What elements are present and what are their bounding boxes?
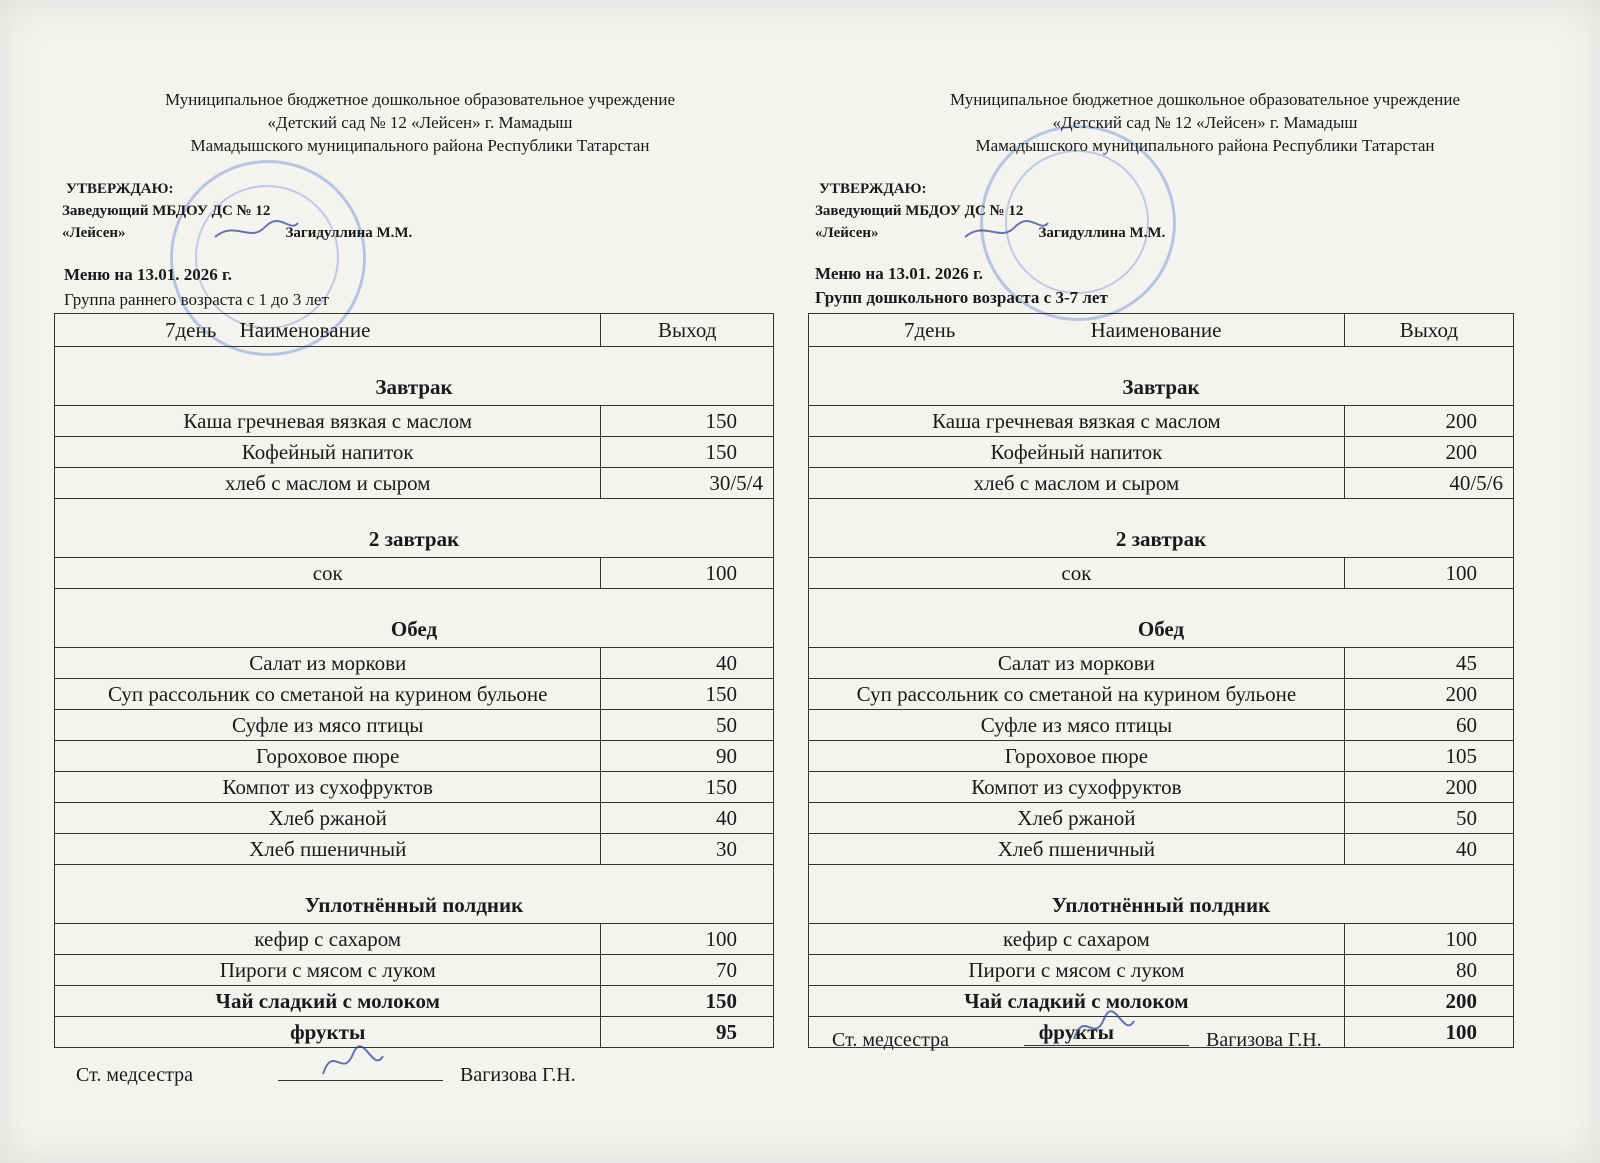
table-header-row <box>55 314 774 347</box>
table-row <box>809 741 1514 772</box>
menu-date: Меню на 13.01. 2026 г. <box>815 264 983 283</box>
dish-output: 40 <box>601 648 774 679</box>
dish-output: 100 <box>1344 1017 1513 1048</box>
table-header-row <box>809 314 1514 347</box>
dish-name: Кофейный напиток <box>55 437 601 468</box>
dish-output: 80 <box>1344 955 1513 986</box>
table-row <box>55 772 774 803</box>
table-row <box>55 741 774 772</box>
nurse-signature-line <box>76 1062 576 1087</box>
signature-line <box>1024 1027 1189 1046</box>
dish-output: 200 <box>1344 986 1513 1017</box>
director-signature <box>960 215 1050 245</box>
table-row <box>809 803 1514 834</box>
col-name-label: Наименование <box>239 318 371 342</box>
dish-output: 30 <box>601 834 774 865</box>
table-row <box>55 834 774 865</box>
dish-name: сок <box>809 558 1345 589</box>
dish-output: 100 <box>601 924 774 955</box>
col-day-label: 7день <box>904 318 956 342</box>
dish-name: Хлеб пшеничный <box>809 834 1345 865</box>
dish-output: 150 <box>601 772 774 803</box>
table-row <box>809 772 1514 803</box>
dish-name: Каша гречневая вязкая с маслом <box>809 406 1345 437</box>
section-second-breakfast: 2 завтрак <box>55 499 774 558</box>
dish-output: 150 <box>601 679 774 710</box>
institution-header <box>60 88 780 157</box>
dish-output: 100 <box>601 558 774 589</box>
col-header-out: Выход <box>1344 314 1513 347</box>
nurse-role: Ст. медсестра <box>76 1064 193 1086</box>
header-line: Мамадышского муниципального района Республики Татарстан <box>975 136 1435 155</box>
nurse-signature-line <box>832 1027 1322 1052</box>
dish-name: фрукты <box>809 1017 1345 1048</box>
menu-table <box>54 313 774 1048</box>
approval-title: УТВЕРЖДАЮ: <box>819 181 927 197</box>
dish-output: 95 <box>601 1017 774 1048</box>
table-row <box>55 406 774 437</box>
section-second-breakfast: 2 завтрак <box>809 499 1514 558</box>
approval-org: «Лейсен» <box>815 225 879 241</box>
dish-name: Гороховое пюре <box>809 741 1345 772</box>
header-line: Муниципальное бюджетное дошкольное образовательное учреждение <box>165 90 675 109</box>
dish-output: 100 <box>1344 558 1513 589</box>
dish-name: Кофейный напиток <box>809 437 1345 468</box>
dish-name: Суфле из мясо птицы <box>809 710 1345 741</box>
approval-title: УТВЕРЖДАЮ: <box>66 181 174 197</box>
section-snack: Уплотнённый полдник <box>55 865 774 924</box>
nurse-name: Вагизова Г.Н. <box>1206 1029 1322 1051</box>
dish-name: сок <box>55 558 601 589</box>
table-row <box>809 986 1514 1017</box>
approval-position: Заведующий МБДОУ ДС № 12 <box>815 203 1024 219</box>
approval-org: «Лейсен» <box>62 225 126 241</box>
table-row <box>55 679 774 710</box>
approval-name: Загидуллина М.М. <box>285 225 413 241</box>
dish-output: 50 <box>1344 803 1513 834</box>
table-row <box>55 437 774 468</box>
header-line: «Детский сад № 12 «Лейсен» г. Мамадыш <box>1052 113 1358 132</box>
nurse-signature <box>1069 1009 1139 1045</box>
dish-output: 40/5/6 <box>1344 468 1513 499</box>
dish-output: 70 <box>601 955 774 986</box>
table-row <box>809 679 1514 710</box>
dish-output: 150 <box>601 406 774 437</box>
dish-name: Салат из моркови <box>809 648 1345 679</box>
dish-output: 200 <box>1344 772 1513 803</box>
dish-output: 150 <box>601 986 774 1017</box>
dish-name: хлеб с маслом и сыром <box>55 468 601 499</box>
table-row <box>809 834 1514 865</box>
dish-output: 200 <box>1344 406 1513 437</box>
dish-output: 200 <box>1344 679 1513 710</box>
approval-position: Заведующий МБДОУ ДС № 12 <box>62 203 271 219</box>
dish-output: 150 <box>601 437 774 468</box>
dish-name: Каша гречневая вязкая с маслом <box>55 406 601 437</box>
section-lunch: Обед <box>55 589 774 648</box>
dish-output: 105 <box>1344 741 1513 772</box>
col-header-out: Выход <box>601 314 774 347</box>
dish-name: Салат из моркови <box>55 648 601 679</box>
dish-name: Пироги с мясом с луком <box>809 955 1345 986</box>
table-row <box>809 710 1514 741</box>
dish-output: 40 <box>1344 834 1513 865</box>
table-row <box>809 437 1514 468</box>
table-row <box>55 558 774 589</box>
dish-name: Чай сладкий с молоком <box>55 986 601 1017</box>
dish-output: 45 <box>1344 648 1513 679</box>
dish-name: Суп рассольник со сметаной на курином бульоне <box>55 679 601 710</box>
table-row <box>55 986 774 1017</box>
header-line: Муниципальное бюджетное дошкольное образовательное учреждение <box>950 90 1460 109</box>
menu-sheet-preschool <box>800 0 1600 1163</box>
dish-name: Чай сладкий с молоком <box>809 986 1345 1017</box>
dish-name: Компот из сухофруктов <box>809 772 1345 803</box>
institution-header <box>845 88 1565 157</box>
age-group: Группа раннего возраста с 1 до 3 лет <box>64 290 329 309</box>
dish-output: 60 <box>1344 710 1513 741</box>
menu-table <box>808 313 1514 1048</box>
dish-output: 90 <box>601 741 774 772</box>
table-row <box>55 710 774 741</box>
section-lunch: Обед <box>809 589 1514 648</box>
table-row <box>809 924 1514 955</box>
table-row <box>55 955 774 986</box>
table-row <box>55 648 774 679</box>
dish-output: 30/5/4 <box>601 468 774 499</box>
col-header-day-name <box>55 314 601 347</box>
dish-name: Суп рассольник со сметаной на курином бульоне <box>809 679 1345 710</box>
dish-name: Гороховое пюре <box>55 741 601 772</box>
col-header-day-name <box>809 314 1345 347</box>
dish-name: Хлеб пшеничный <box>55 834 601 865</box>
director-signature <box>210 215 300 245</box>
table-row <box>809 468 1514 499</box>
section-breakfast: Завтрак <box>55 347 774 406</box>
nurse-signature <box>318 1044 388 1080</box>
dish-name: Пироги с мясом с луком <box>55 955 601 986</box>
dish-name: Хлеб ржаной <box>55 803 601 834</box>
nurse-role: Ст. медсестра <box>832 1029 949 1051</box>
approval-name: Загидуллина М.М. <box>1038 225 1166 241</box>
dish-output: 50 <box>601 710 774 741</box>
header-line: Мамадышского муниципального района Республики Татарстан <box>190 136 650 155</box>
dish-output: 200 <box>1344 437 1513 468</box>
nurse-name: Вагизова Г.Н. <box>460 1064 576 1086</box>
dish-name: кефир с сахаром <box>809 924 1345 955</box>
table-row <box>809 558 1514 589</box>
dish-output: 100 <box>1344 924 1513 955</box>
age-group: Групп дошкольного возраста с 3-7 лет <box>815 288 1108 307</box>
dish-name: Хлеб ржаной <box>809 803 1345 834</box>
dish-name: хлеб с маслом и сыром <box>809 468 1345 499</box>
signature-line <box>278 1062 443 1081</box>
menu-date: Меню на 13.01. 2026 г. <box>64 265 232 284</box>
table-row <box>809 648 1514 679</box>
dish-name: кефир с сахаром <box>55 924 601 955</box>
table-row <box>55 468 774 499</box>
table-row <box>809 406 1514 437</box>
section-snack: Уплотнённый полдник <box>809 865 1514 924</box>
section-breakfast: Завтрак <box>809 347 1514 406</box>
dish-output: 40 <box>601 803 774 834</box>
dish-name: фрукты <box>55 1017 601 1048</box>
dish-name: Суфле из мясо птицы <box>55 710 601 741</box>
table-row <box>55 924 774 955</box>
dish-name: Компот из сухофруктов <box>55 772 601 803</box>
header-line: «Детский сад № 12 «Лейсен» г. Мамадыш <box>267 113 573 132</box>
col-day-label: 7день <box>165 318 217 342</box>
table-row <box>55 1017 774 1048</box>
table-row <box>809 955 1514 986</box>
table-row <box>55 803 774 834</box>
col-name-label: Наименование <box>1090 318 1222 342</box>
